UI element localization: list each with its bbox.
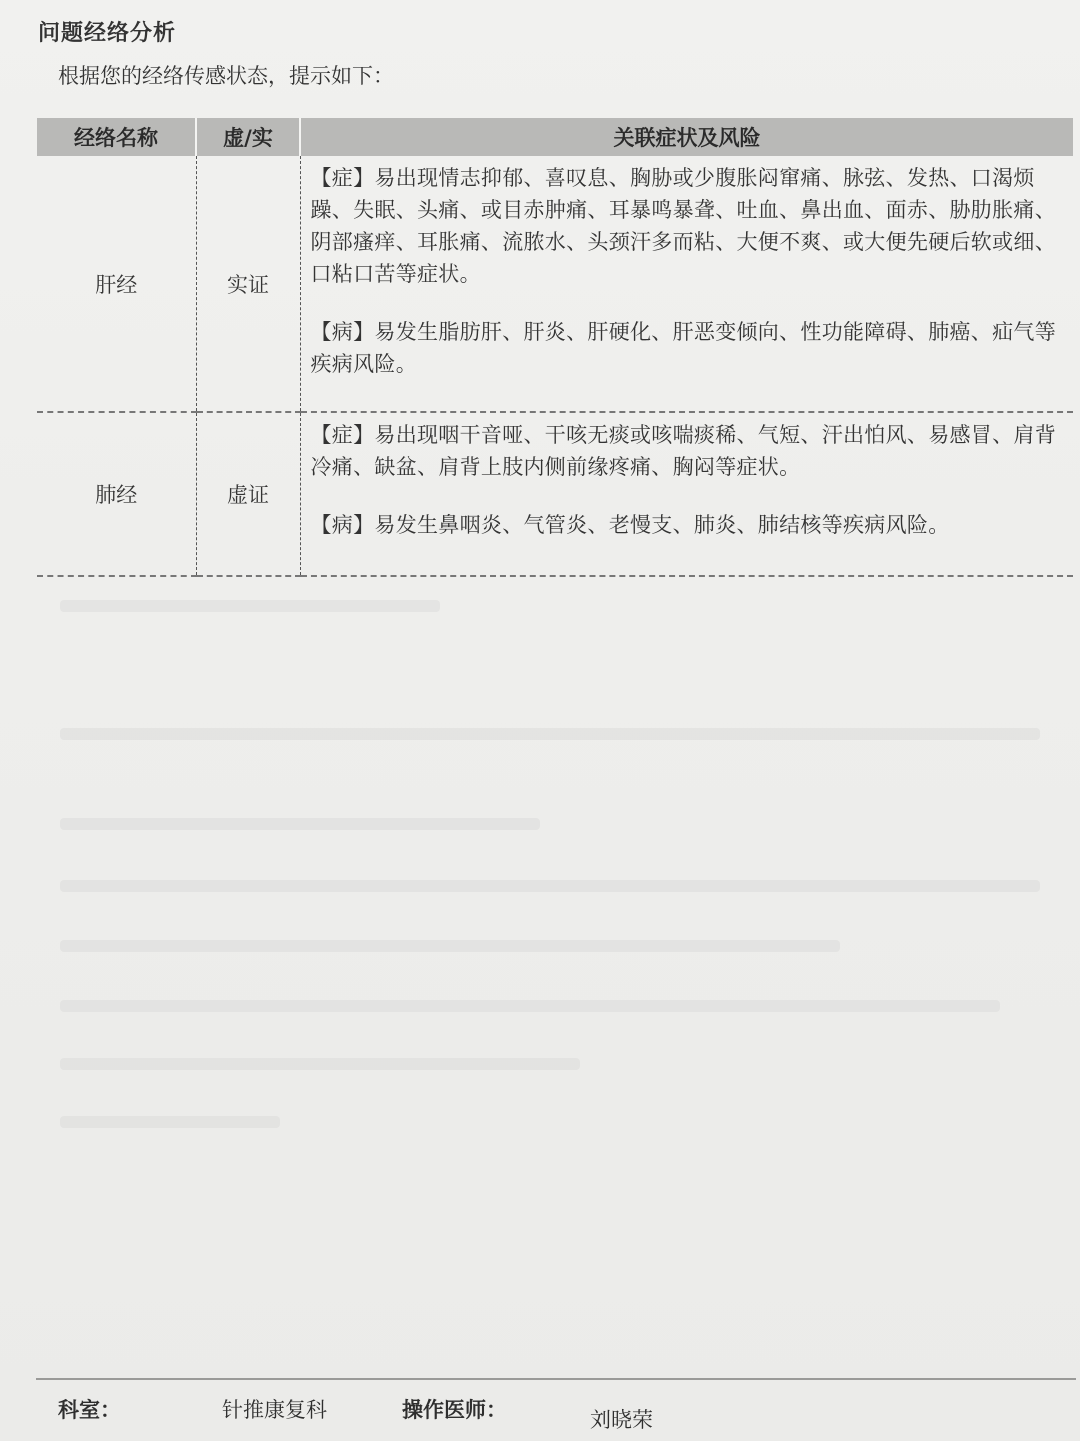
doctor-label: 操作医师： [402,1398,507,1422]
syndrome-type-cell: 实证 [196,156,300,412]
table-row [37,156,1073,412]
section-title: 问题经络分析 [38,21,177,46]
header-meridian-name: 经络名称 [37,118,196,156]
show-through-text [60,1116,280,1128]
header-symptoms-risks: 关联症状及风险 [300,118,1073,156]
intro-text: 根据您的经络传感状态，提示如下： [58,64,394,88]
risks-text: 【病】易发生鼻咽炎、气管炎、老慢支、肺炎、肺结核等疾病风险。 [310,513,950,537]
table-header-row [37,118,1073,156]
meridian-name-cell: 肝经 [37,156,196,412]
symptoms-text: 【症】易出现咽干音哑、干咳无痰或咳喘痰稀、气短、汗出怕风、易感冒、肩背冷痛、缺盆、肩背上肢内侧前缘疼痛、胸闷等症状。 [310,423,1056,479]
show-through-text [60,818,540,830]
symptoms-risks-cell [300,412,1073,576]
syndrome-type-cell: 虚证 [196,412,300,576]
show-through-text [60,600,440,612]
symptoms-risks-cell [300,156,1073,412]
department-value: 针推康复科 [222,1398,327,1422]
table-row [37,412,1073,576]
show-through-text [60,1000,1000,1012]
meridian-name-cell: 肺经 [37,412,196,576]
footer-divider [36,1378,1076,1380]
meridian-analysis-table [37,118,1073,577]
department-label: 科室： [58,1398,121,1422]
header-deficiency-excess: 虚/实 [196,118,300,156]
risks-text: 【病】易发生脂肪肝、肝炎、肝硬化、肝恶变倾向、性功能障碍、肺癌、疝气等疾病风险。 [310,320,1056,376]
show-through-text [60,1058,580,1070]
symptoms-text: 【症】易出现情志抑郁、喜叹息、胸胁或少腹胀闷窜痛、脉弦、发热、口渴烦躁、失眠、头痛、或目赤肿痛、耳暴鸣暴聋、吐血、鼻出血、面赤、胁肋胀痛、阴部瘙痒、耳胀痛、流脓水、头颈汗多而粘、大便不爽、或大便先硬后软或细、口粘口苦等症状。 [310,166,1056,286]
show-through-text [60,880,1040,892]
doctor-value: 刘晓荣 [590,1408,653,1432]
show-through-text [60,728,1040,740]
show-through-text [60,940,840,952]
